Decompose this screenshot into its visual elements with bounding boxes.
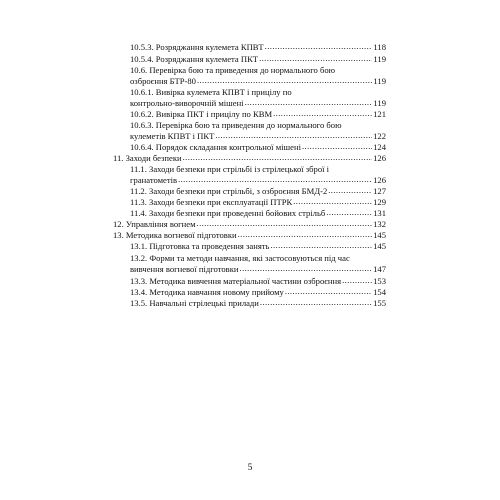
page-number: 5 xyxy=(247,463,253,473)
toc-entry xyxy=(130,264,386,274)
toc-entry xyxy=(130,54,386,64)
toc-entry-title: 13.2. Форми та методи навчання, які застосовуються під час xyxy=(130,253,350,263)
toc-entry-page: 126 xyxy=(373,153,386,163)
toc-entry-title: 10.6.2. Вивірка ПКТ і прицілу по КВМ xyxy=(130,109,273,119)
toc-entry-title: 10.6.1. Вивірка кулемета КПВТ і прицілу по xyxy=(130,87,292,97)
toc-entry-title: 11. Заходи безпеки xyxy=(113,153,182,163)
toc-entry-title-cont: вивчення вогневої підготовки xyxy=(130,264,239,274)
toc-entry-title-cont: гранатометів xyxy=(130,175,178,185)
toc-entry-page: 147 xyxy=(373,264,386,274)
toc-entry-page: 132 xyxy=(373,219,386,229)
toc-entry-page: 122 xyxy=(373,131,386,141)
toc-entry-title: 10.5.4. Розряджання кулемета ПКТ xyxy=(130,54,259,64)
toc-entry xyxy=(130,241,386,251)
toc-entry-page: 145 xyxy=(373,230,386,240)
toc-entry xyxy=(130,287,386,297)
toc-entry xyxy=(130,175,386,185)
toc-entry-title: 11.3. Заходи безпеки при експлуатації ПТРК xyxy=(130,197,293,207)
toc-entry-page: 145 xyxy=(373,241,386,251)
toc-entry-page: 131 xyxy=(373,208,386,218)
toc-entry-page: 127 xyxy=(373,186,386,196)
toc-entry-title: 10.5.3. Розряджання кулемета КПВТ xyxy=(130,42,264,52)
toc-entry-title: 13.3. Методика вивчення матеріальної частини озброєння xyxy=(130,276,342,286)
toc-entry xyxy=(130,42,386,52)
toc-entry xyxy=(130,131,386,141)
toc-entry-title-cont: контрольно-виворочній мішені xyxy=(130,98,244,108)
toc-entry-page: 126 xyxy=(373,175,386,185)
toc-entry xyxy=(130,186,386,196)
toc-entry xyxy=(130,298,386,308)
toc-entry-page: 118 xyxy=(373,42,386,52)
toc-entry-title-cont: кулеметів КПВТ і ПКТ xyxy=(130,131,215,141)
toc-entry xyxy=(130,276,386,286)
toc-entry-page: 121 xyxy=(373,109,386,119)
toc-entry-page: 119 xyxy=(373,54,386,64)
toc-entry-page: 129 xyxy=(373,197,386,207)
toc-entry xyxy=(130,142,386,152)
toc-entry-title: 12. Управління вогнем xyxy=(113,219,196,229)
toc-entry-title: 13. Методика вогневої підготовки xyxy=(113,230,237,240)
toc-entry-page: 155 xyxy=(373,298,386,308)
toc-entry-page: 154 xyxy=(373,287,386,297)
toc-entry xyxy=(113,153,386,163)
toc-entry-page: 119 xyxy=(373,76,386,86)
toc-entry-title: 13.5. Навчальні стрілецькі прилади xyxy=(130,298,259,308)
toc-entry-page: 119 xyxy=(373,98,386,108)
toc-entry-page: 124 xyxy=(373,142,386,152)
toc-entry-title: 11.1. Заходи безпеки при стрільбі із стрілецької зброї і xyxy=(130,164,330,174)
toc-entry-title: 10.6. Перевірка бою та приведення до нормального бою xyxy=(130,65,336,75)
toc-entry-title: 11.4. Заходи безпеки при проведенні бойових стрільб xyxy=(130,208,326,218)
toc-entry-page: 153 xyxy=(373,276,386,286)
toc-entry-title: 13.1. Підготовка та проведення занять xyxy=(130,241,270,251)
toc-entry xyxy=(130,76,386,86)
toc-entry xyxy=(113,219,386,229)
toc-entry xyxy=(130,98,386,108)
toc-entry-title: 10.6.3. Перевірка бою та приведення до нормального бою xyxy=(130,120,342,130)
toc-entry xyxy=(130,208,386,218)
toc-entry xyxy=(130,197,386,207)
toc-entry-title: 11.2. Заходи безпеки при стрільбі, з озброєння БМД-2 xyxy=(130,186,328,196)
toc-entry xyxy=(113,230,386,240)
toc-entry-title: 10.6.4. Порядок складання контрольної мішені xyxy=(130,142,301,152)
toc-entry-title: 13.4. Методика навчання новому прийому xyxy=(130,287,284,297)
toc-entry-title-cont: озброєння БТР-80 xyxy=(130,76,196,86)
toc-entry xyxy=(130,109,386,119)
